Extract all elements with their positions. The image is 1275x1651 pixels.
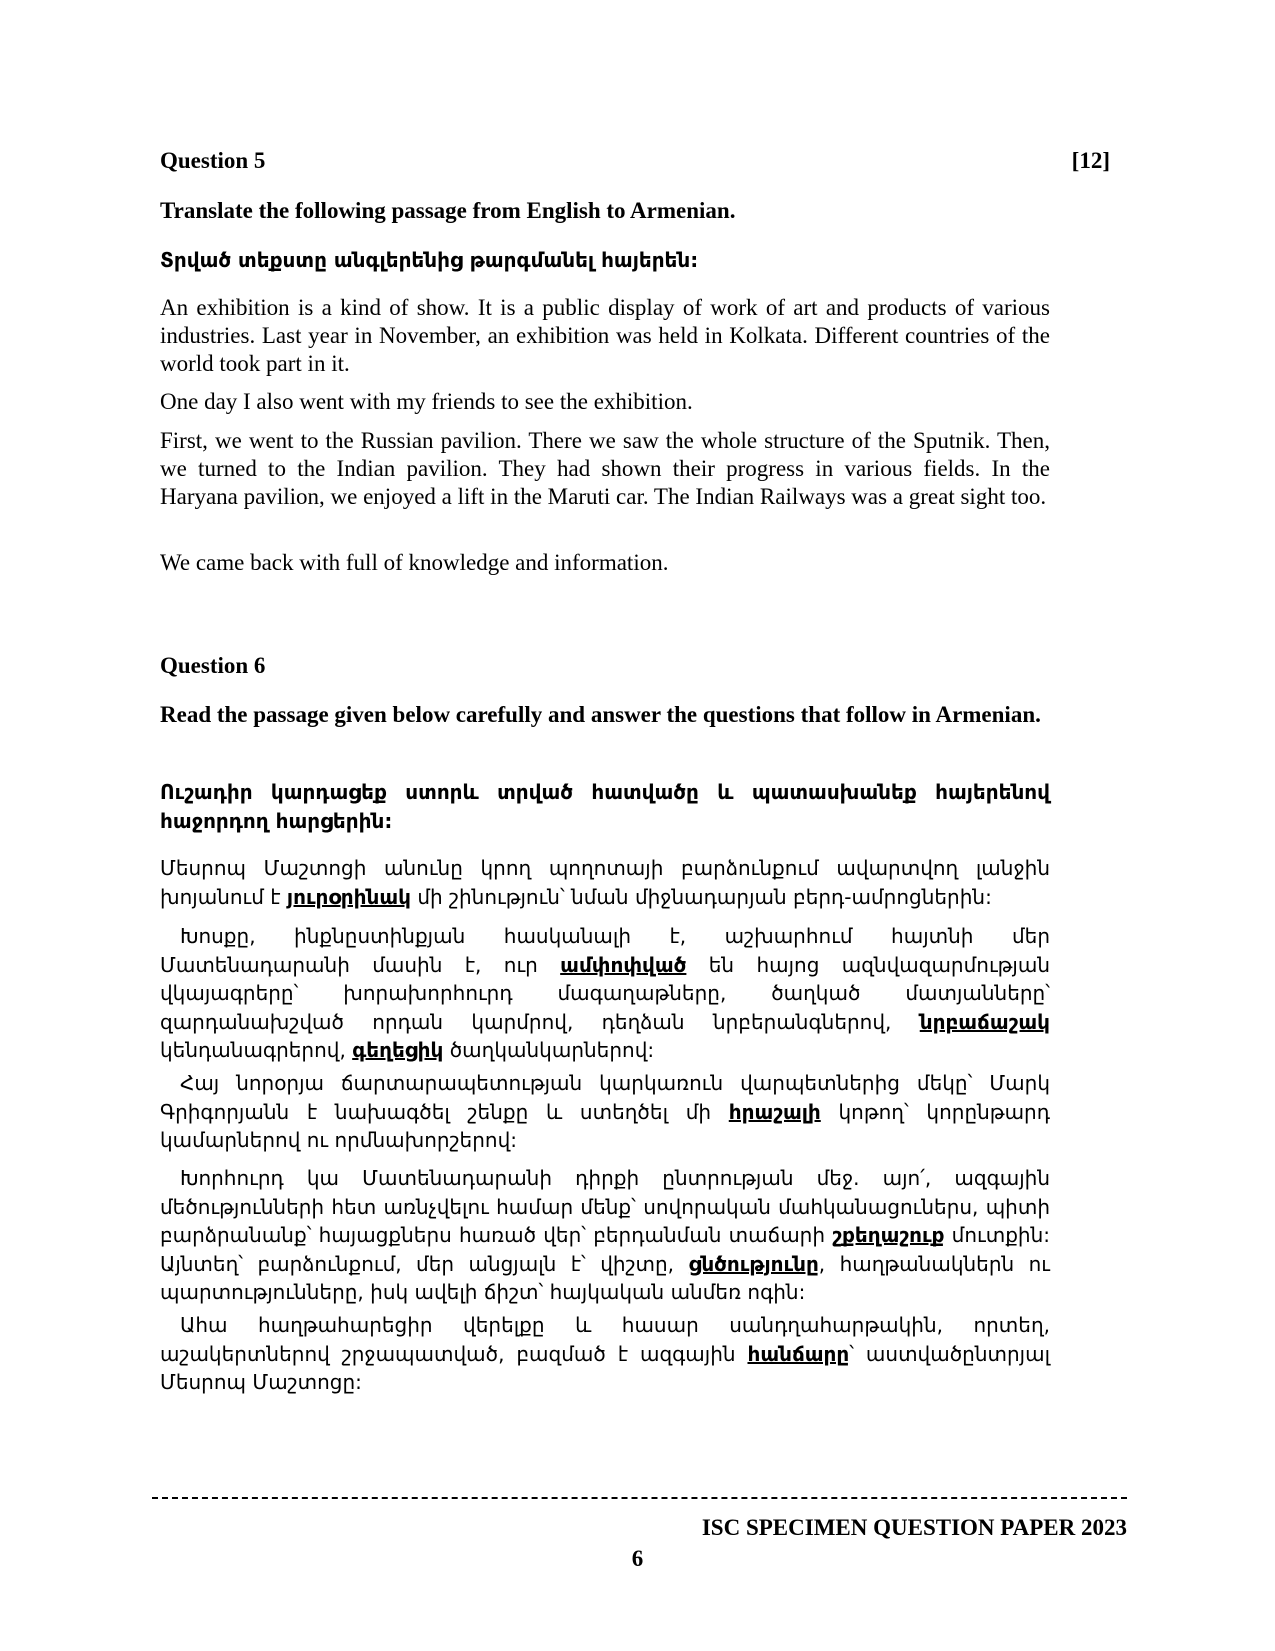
question-6-title: Question 6 — [160, 653, 266, 678]
keyword-underlined: հրաշալի — [728, 1099, 821, 1124]
passage-text: մի շինություն՝ նման միջնադարյան բերդ-ամրոցներին: — [410, 884, 992, 909]
page-number: 6 — [631, 1546, 644, 1571]
question-5-paragraph-1: An exhibition is a kind of show. It is a public display of work of art and products of various industries. Last year in November, an exhibition was held in Kolkata. Different countries of the world took part in it. — [160, 295, 1050, 376]
passage-text: ՝ աստվածընտրյալ Մեսրոպ Մաշտոցը: — [160, 1341, 1051, 1394]
passage-paragraph-5 — [160, 1311, 1050, 1397]
passage-paragraph-1 — [160, 854, 1050, 911]
passage-text: Խորհուրդ կա Մատենադարանի դիրքի ընտրության մեջ. այո՛, ազգային մեծությունների հետ առնչվելու համար մենք՝ սովորական մահկանացուներս, պիտի բարձրանանք՝ հայացքներս հառած վեր՝ բերդանման տաճարի — [160, 1166, 1050, 1247]
question-5-instruction-english: Translate the following passage from English to Armenian. — [160, 198, 736, 223]
passage-text: Ահա հաղթահարեցիր վերելքը և հասար սանդղահարթակին, որտեղ, աշակերտներով շրջապատված, բազմած է ազգային — [160, 1313, 1050, 1366]
passage-text: կոթող՝ կորընթարդ կամարներով ու որմնախորշերով: — [160, 1099, 1050, 1152]
keyword-underlined: հանճարը — [747, 1341, 850, 1366]
footer-paper-title: ISC SPECIMEN QUESTION PAPER 2023 — [701, 1515, 1127, 1540]
passage-text: կենդանագրերով, — [160, 1038, 353, 1062]
passage-text: ծաղկանկարներով: — [443, 1038, 655, 1062]
passage-text: Մեսրոպ Մաշտոցի անունը կրող պողոտայի բարձունքում ավարտվող լանջին խոյանում է — [160, 856, 1050, 909]
passage-text: Խոսքը, ինքնըստինքյան հասկանալի է, աշխարհում հայտնի մեր Մատենադարանի մասին է, ուր — [160, 924, 1050, 977]
question-6-header — [160, 652, 1110, 680]
passage-text: Հայ նորօրյա ճարտարապետության կարկառուն վարպետներից մեկը՝ Մարկ Գրիգորյանն է նախագծել շենքը և ստեղծել մի — [160, 1071, 1050, 1124]
passage-paragraph-3 — [160, 1069, 1050, 1155]
keyword-underlined: շքեղաշուք — [832, 1223, 945, 1247]
keyword-underlined: գեղեցիկ — [352, 1038, 444, 1062]
passage-text: մուտքին: Այնտեղ՝ բարձունքում, մեր անցյալն է՝ վիշտը, — [160, 1223, 1051, 1276]
question-5-marks: [12] — [1071, 148, 1110, 173]
question-5-title: Question 5 — [160, 148, 266, 173]
passage-paragraph-2 — [160, 922, 1050, 1065]
keyword-underlined: ցնծությունը — [688, 1251, 819, 1276]
question-5-paragraph-4: We came back with full of knowledge and information. — [160, 550, 669, 575]
question-5-paragraph-2: One day I also went with my friends to see the exhibition. — [160, 389, 693, 414]
footer-dashed-divider — [152, 1497, 1127, 1499]
keyword-underlined: յուրօրինակ — [286, 884, 411, 909]
passage-text: են հայոց ազնվազարմության վկայագրերը՝ խորախորհուրդ մագաղաթները, ծաղկած մատյանները՝ զարդանախշված որդան կարմրով, դեղձան նրբերանգներով, — [160, 952, 1050, 1034]
passage-text: , հաղթանակներն ու պարտությունները, իսկ ավելի ճիշտ՝ հայկական անմեռ ոգին: — [160, 1251, 1050, 1304]
question-5-paragraph-3: First, we went to the Russian pavilion. There we saw the whole structure of the Sputnik. Then, we turned to the Indian pavilion. They had shown their progress in various fields. In the Haryana pavilion, we enjoyed a lift in the Maruti car. The Indian Railways was a great sight too. — [160, 428, 1050, 509]
keyword-underlined: ամփոփված — [560, 952, 687, 977]
question-6-instruction-english: Read the passage given below carefully and answer the questions that follow in Armenian. — [160, 702, 1041, 727]
question-5-header — [160, 147, 1110, 175]
question-6-instruction-armenian: Ուշադիր կարդացեք ստորև տրված հատվածը և պատասխանեք հայերենով հաջորդող հարցերին: — [160, 780, 1050, 833]
question-5-instruction-armenian: Տրված տեքստը անգլերենից թարգմանել հայերեն: — [160, 248, 699, 272]
keyword-underlined: նրբաճաշակ — [919, 1009, 1050, 1034]
passage-paragraph-4 — [160, 1164, 1050, 1307]
